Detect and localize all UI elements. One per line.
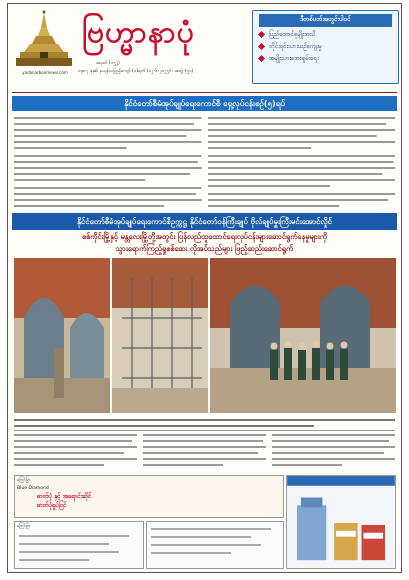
bullet-icon xyxy=(258,55,265,62)
ad-text-block xyxy=(147,522,283,568)
ad-cement-product[interactable] xyxy=(286,475,396,569)
ad-banner-3[interactable] xyxy=(146,521,284,569)
text-block xyxy=(14,432,137,472)
text-block xyxy=(272,432,395,472)
text-block xyxy=(143,432,266,472)
subheadline-1: စစ်ကိုင်းမြို့နှင့် မန္တလေးမြို့တို့အတွင်း ပြန်လည်ထူထောင်ရေးလုပ်ငန်းများဆောင်ရွက်နေမှုများကို xyxy=(81,232,328,241)
ad-label: ကြော်ငြာ xyxy=(17,523,31,528)
headline-banner-1[interactable]: နိုင်ငံတော်စီမံအုပ်ချုပ်ရေးကောင်စီ ရှေ့လုပ်ငန်းစဉ်(၅)ရပ် xyxy=(12,96,397,111)
pagoda-logo-icon xyxy=(14,8,74,68)
text-block xyxy=(208,115,396,209)
ad-banner-2[interactable] xyxy=(14,521,144,569)
bottom-article-columns xyxy=(14,432,395,472)
ad-line-2: ဓာတ်ပုံရှုပ်ငြင် xyxy=(37,502,67,509)
article-column-1 xyxy=(14,115,202,209)
masthead xyxy=(8,4,401,92)
article-column-2 xyxy=(208,115,396,209)
text-block xyxy=(14,115,202,209)
bullet-icon xyxy=(258,31,265,38)
volume-number: အမှတ် (၁၅၂) xyxy=(96,61,120,66)
highlights-heading: ဒီတစ်ပတ်အတွင်းပါဝင် xyxy=(259,14,392,27)
photo-interior-arches xyxy=(14,258,110,413)
newspaper-title: ဗြဟ္မာနာပုံ xyxy=(82,15,195,50)
headline-banner-2[interactable]: နိုင်ငံတော်စီမံအုပ်ချုပ်ရေးကောင်စီဥက္ကဋ္ဌ နိုင်ငံတော်ဝန်ကြီးချုပ် ဗိုလ်ချုပ်မှူးကြီးမင်းအောင်လှိုင် xyxy=(12,213,397,230)
photo-officials-inspection xyxy=(210,258,396,413)
bullet-icon xyxy=(258,43,265,50)
photo-caption xyxy=(14,417,395,431)
ad-label: ကြော်ငြာ xyxy=(17,477,31,482)
subheadline-2: သွားရောက်ကြည့်ရှုစစ်ဆေး လိုအပ်သည်များ ဖြည့်ဆည်းဆောင်ရွက် xyxy=(115,244,294,253)
ad-brand: Blue Diamond xyxy=(17,486,49,491)
photo-scaffold-columns xyxy=(112,258,208,413)
ad-line-1: ဓာတ်ပုံ နှင့် အရောင်းဆိုင် xyxy=(37,493,92,500)
divider xyxy=(12,92,397,93)
site-url[interactable]: yadanarbonmews.com xyxy=(22,70,68,75)
highlights-box xyxy=(252,10,399,84)
highlight-item[interactable]: ပြည်ထောင်စုမျိုးအသိ xyxy=(259,30,392,39)
article-columns xyxy=(14,115,395,209)
newspaper-front-page xyxy=(7,3,402,573)
ad-text-block xyxy=(15,531,141,567)
highlight-item[interactable]: အမျိုးသားအေးချမ်းရေး xyxy=(259,54,392,63)
dateline: ၁၃၈၇ ခုနှစ်၊ နယုန်လပြည့်ကျော် (၁)ရက် (၁၂-၆-၂၀၂၅) ၊ အတွဲ (၅၁) xyxy=(78,69,194,74)
caption-text xyxy=(14,417,395,429)
ad-banner-1[interactable] xyxy=(14,475,284,518)
highlight-item[interactable]: တိုင်းရင်းသားယဉ်ကျေးမှု xyxy=(259,42,392,51)
